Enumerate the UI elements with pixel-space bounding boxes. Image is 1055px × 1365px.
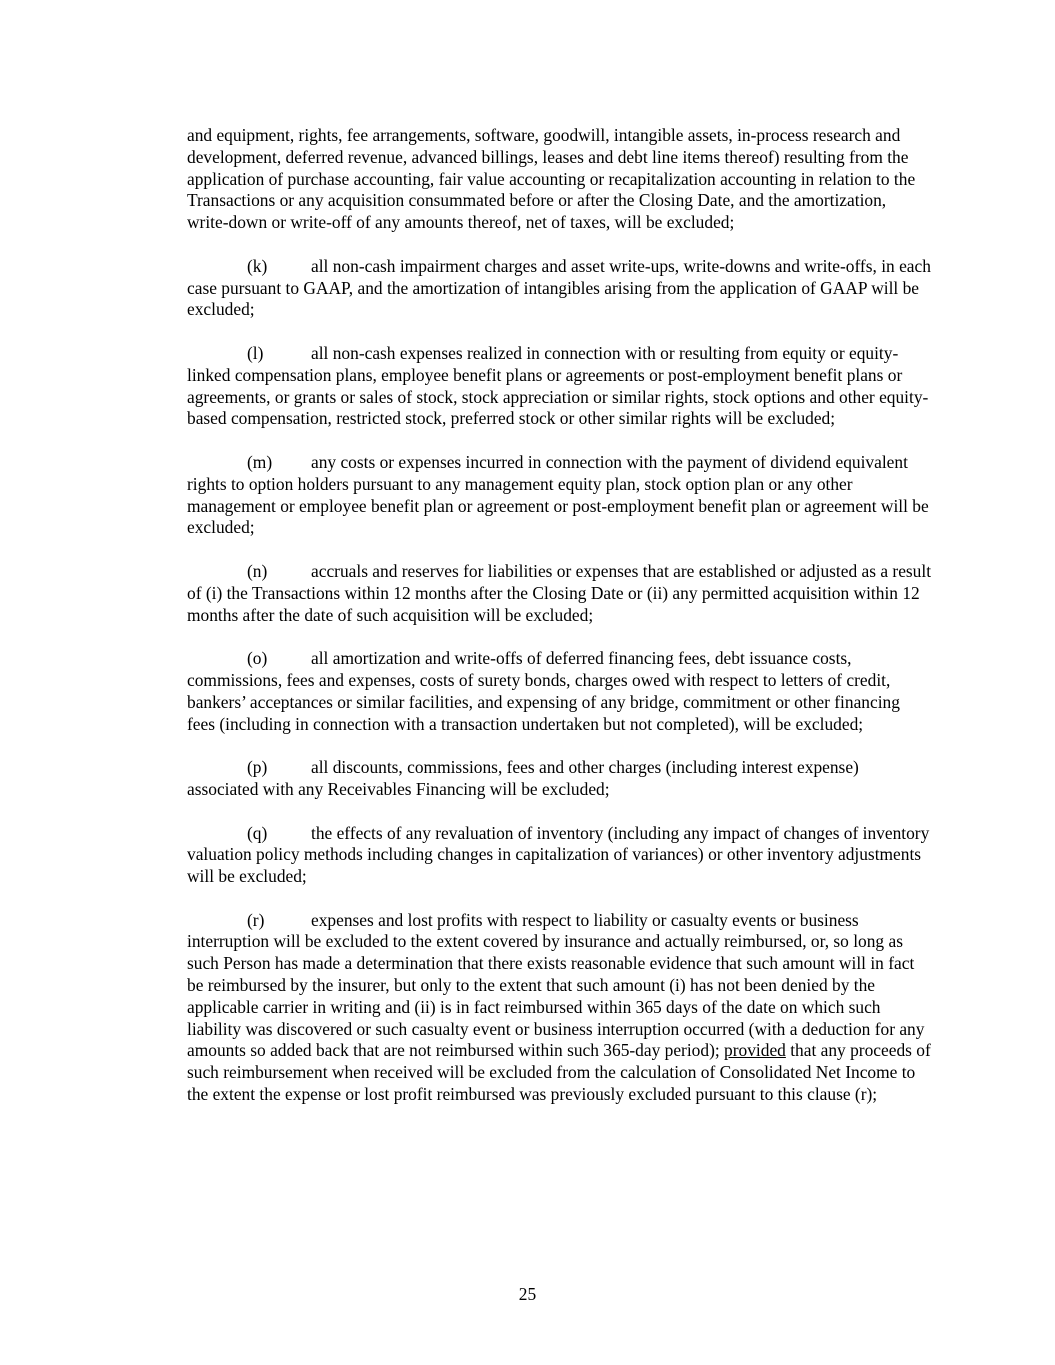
clause-label: (r) — [247, 909, 265, 930]
clause-o — [187, 648, 932, 735]
clause-m — [187, 452, 932, 539]
clause-label: (n) — [247, 560, 268, 581]
clause-q — [187, 823, 932, 888]
clause-text: all amortization and write-offs of deferred financing fees, debt issuance costs, commissions, fees and expenses, costs of surety bonds, charges owed with respect to letters of credit, bankers’ acceptances or similar facilities, and expensing of any bridge, commitment or other financing fees (including in connection with a transaction undertaken but not completed), will be excluded; — [187, 648, 900, 734]
clause-text: any costs or expenses incurred in connection with the payment of dividend equivalent rights to option holders pursuant to any management equity plan, stock option plan or any other management or employee benefit plan or agreement or post-employment benefit plan or agreement will be excluded; — [187, 451, 929, 538]
clause-k — [187, 256, 932, 321]
page-number: 25 — [518, 1284, 537, 1304]
clause-label: (o) — [247, 648, 268, 669]
clause-text: all non-cash impairment charges and asset write-ups, write-downs and write-offs, in each case pursuant to GAAP, and the amortization of intangibles arising from the application of GAAP will be excluded; — [187, 255, 931, 320]
clause-text: the effects of any revaluation of inventory (including any impact of changes of inventory valuation policy methods including changes in capitalization of variances) or other inventory adjustments will be excluded; — [187, 822, 930, 887]
clause-label: (k) — [247, 255, 268, 276]
clause-r — [187, 910, 932, 1106]
clause-text-after: that any proceeds of such reimbursement when received will be excluded from the calculation of Consolidated Net Income to the extent the expense or lost profit reimbursed was previously excluded pursuant to this clause (r); — [187, 1040, 931, 1105]
intro-paragraph: and equipment, rights, fee arrangements, software, goodwill, intangible assets, in-process research and development, deferred revenue, advanced billings, leases and debt line items thereof) resulting from the application of purchase accounting, fair value accounting or recapitalization accounting in relation to the Transactions or any acquisition consummated before or after the Closing Date, and the amortization, write-down or write-off of any amounts thereof, net of taxes, will be excluded; — [187, 125, 916, 233]
clause-text: accruals and reserves for liabilities or expenses that are established or adjusted as a result of (i) the Transactions within 12 months after the Closing Date or (ii) any permitted acquisition within 12 months after the date of such acquisition will be excluded; — [187, 560, 932, 625]
clause-p — [187, 757, 932, 801]
clause-label: (q) — [247, 822, 268, 843]
clause-text: all non-cash expenses realized in connection with or resulting from equity or equity-linked compensation plans, employee benefit plans or agreements or post-employment benefit plans or agreements, or grants or sales of stock, stock appreciation or similar rights, stock options and other equity-based compensation, restricted stock, preferred stock or other similar rights will be excluded; — [187, 342, 929, 429]
document-body — [187, 125, 932, 1128]
provided-term: provided — [724, 1040, 786, 1061]
clause-label: (p) — [247, 757, 268, 778]
clause-label: (m) — [247, 451, 273, 472]
clause-label: (l) — [247, 342, 264, 363]
clause-n — [187, 561, 932, 626]
clause-text-before: expenses and lost profits with respect to liability or casualty events or business interruption will be excluded to the extent covered by insurance and actually reimbursed, or, so long as such Person has made a determination that there exists reasonable evidence that such amount will in fact be reimbursed by the insurer, but only to the extent that such amount (i) has not been denied by the applicable carrier in writing and (ii) is in fact reimbursed within 365 days of the date on which such liability was discovered or such casualty event or business interruption occurred (with a deduction for any amounts so added back that are not reimbursed within such 365-day period); — [187, 909, 925, 1061]
clause-text: all discounts, commissions, fees and other charges (including interest expense) associated with any Receivables Financing will be excluded; — [187, 757, 859, 799]
clause-l — [187, 343, 932, 430]
